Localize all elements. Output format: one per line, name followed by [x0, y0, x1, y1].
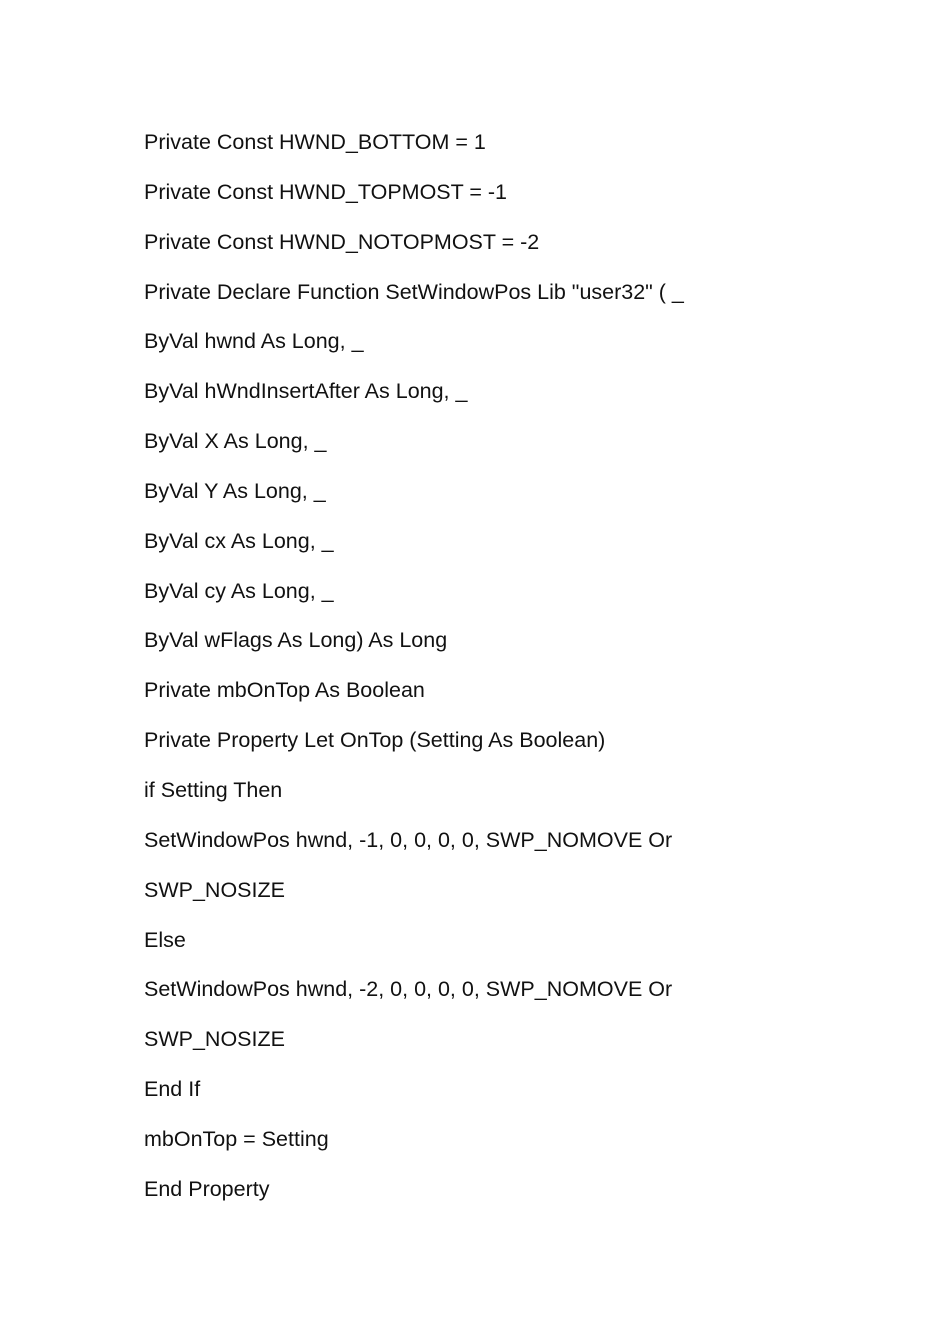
code-line: Else: [144, 927, 186, 952]
code-line: if Setting Then: [144, 777, 283, 802]
code-line: Private Const HWND_NOTOPMOST = -2: [144, 229, 540, 254]
code-line: ByVal cy As Long, _: [144, 578, 334, 603]
code-line: Private Const HWND_BOTTOM = 1: [144, 130, 486, 154]
code-line: SetWindowPos hwnd, -1, 0, 0, 0, 0, SWP_NOMOVE Or: [144, 827, 673, 852]
code-line: Private Property Let OnTop (Setting As Boolean): [144, 728, 606, 753]
code-line: ByVal cx As Long, _: [144, 528, 334, 553]
code-line: ByVal hwnd As Long, _: [144, 329, 364, 354]
code-line: SetWindowPos hwnd, -2, 0, 0, 0, 0, SWP_NOMOVE Or: [144, 977, 673, 1002]
code-listing: [144, 118, 684, 1215]
code-line: ByVal X As Long, _: [144, 429, 327, 454]
code-line: Private Const HWND_TOPMOST = -1: [144, 179, 508, 204]
code-line: Private Declare Function SetWindowPos Lib "user32" ( _: [144, 279, 684, 304]
code-line: ByVal Y As Long, _: [144, 478, 326, 503]
code-line: Private mbOnTop As Boolean: [144, 678, 425, 703]
code-line: mbOnTop = Setting: [144, 1126, 329, 1151]
code-line: SWP_NOSIZE: [144, 877, 285, 902]
code-line: ByVal wFlags As Long) As Long: [144, 628, 448, 653]
code-line: End If: [144, 1077, 201, 1102]
code-line: ByVal hWndInsertAfter As Long, _: [144, 379, 468, 404]
code-line: SWP_NOSIZE: [144, 1027, 285, 1052]
code-line: End Property: [144, 1176, 270, 1201]
